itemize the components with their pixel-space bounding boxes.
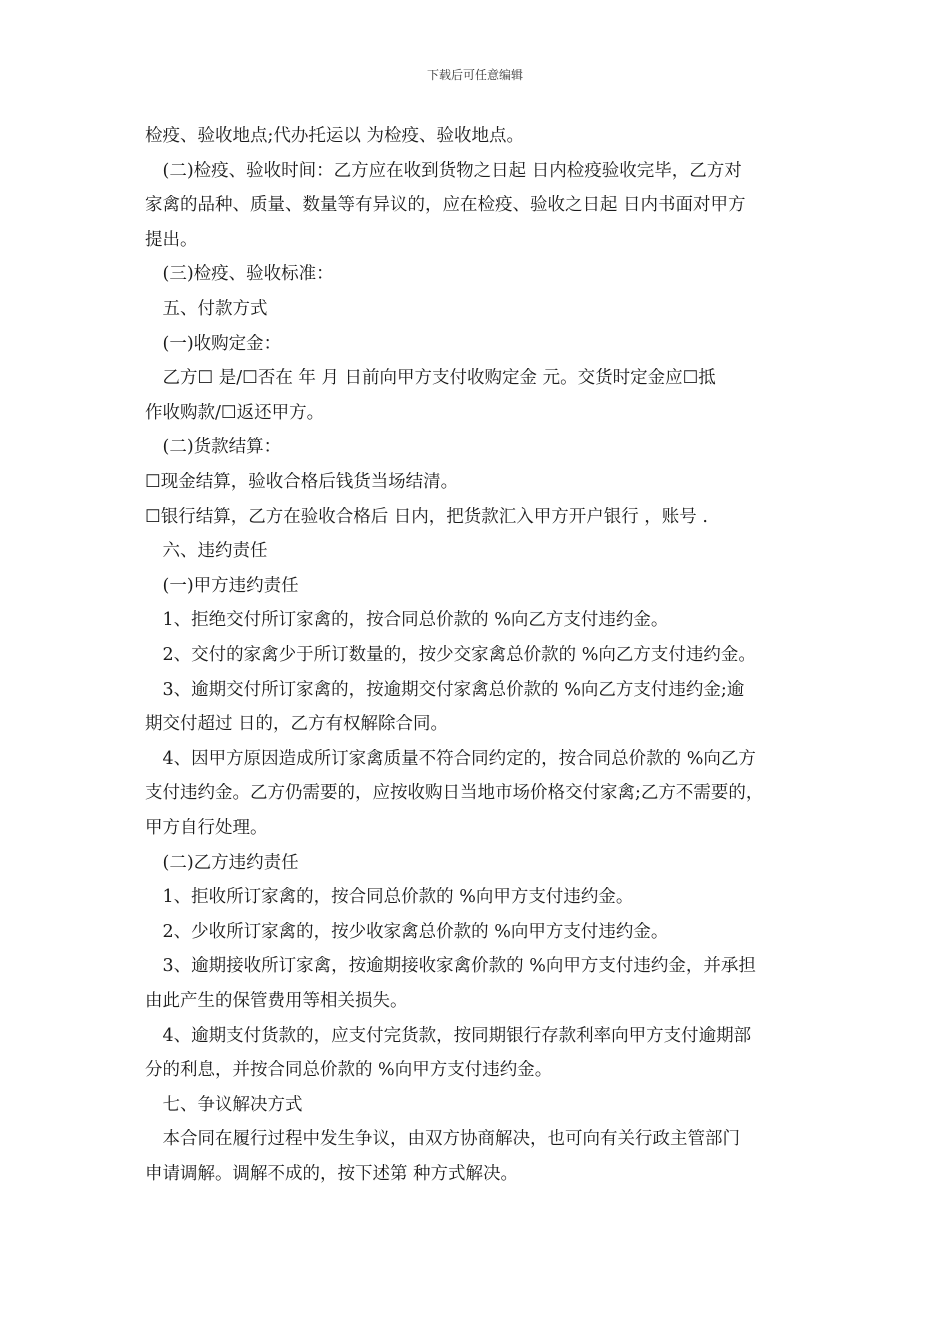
body-line: 1、拒绝交付所订家禽的，按合同总价款的 %向乙方支付违约金。 <box>145 610 669 631</box>
body-line: 作收购款/☐返还甲方。 <box>145 402 325 423</box>
body-line: 分的利息，并按合同总价款的 %向甲方支付违约金。 <box>145 1060 553 1081</box>
body-line: 2、少收所订家禽的，按少收家禽总价款的 %向甲方支付违约金。 <box>145 921 669 942</box>
body-line: 3、逾期交付所订家禽的，按逾期交付家禽总价款的 %向乙方支付违约金;逾 <box>145 679 745 700</box>
body-line: 检疫、验收地点;代办托运以 为检疫、验收地点。 <box>145 126 524 146</box>
body-line: 乙方☐ 是/☐否在 年 月 日前向甲方支付收购定金 元。交货时定金应☐抵 <box>145 368 716 389</box>
body-line: 提出。 <box>145 229 198 250</box>
body-line: 1、拒收所订家禽的，按合同总价款的 %向甲方支付违约金。 <box>145 887 634 908</box>
body-line: 3、逾期接收所订家禽，按逾期接收家禽价款的 %向甲方支付违约金，并承担 <box>145 956 756 977</box>
body-line: 4、逾期支付货款的，应支付完货款，按同期银行存款利率向甲方支付逾期部 <box>145 1025 752 1046</box>
body-line: (三)检疫、验收标准： <box>145 264 334 285</box>
body-line: ☐银行结算，乙方在验收合格后 日内，把货款汇入甲方开户银行 ，账号 . <box>145 506 708 527</box>
body-line: 七、争议解决方式 <box>145 1094 303 1115</box>
body-line: 2、交付的家禽少于所订数量的，按少交家禽总价款的 %向乙方支付违约金。 <box>145 645 756 665</box>
body-line: 期交付超过 日的，乙方有权解除合同。 <box>145 714 449 735</box>
body-line: (二)检疫、验收时间：乙方应在收到货物之日起 日内检疫验收完毕，乙方对 <box>145 160 742 181</box>
body-line: 六、违约责任 <box>145 541 268 562</box>
body-line: 支付违约金。乙方仍需要的，应按收购日当地市场价格交付家禽;乙方不需要的， <box>145 783 764 804</box>
body-line: 五、付款方式 <box>145 299 268 319</box>
page-header: 下载后可任意编辑 <box>426 68 523 82</box>
body-line: ☐现金结算，验收合格后钱货当场结清。 <box>145 472 459 492</box>
body-line: (二)货款结算： <box>145 437 282 458</box>
body-line: 4、因甲方原因造成所订家禽质量不符合同约定的，按合同总价款的 %向乙方 <box>145 748 756 769</box>
body-line: (二)乙方违约责任 <box>145 852 299 873</box>
body-line: 家禽的品种、质量、数量等有异议的，应在检疫、验收之日起 日内书面对甲方 <box>145 195 746 216</box>
body-line: 甲方自行处理。 <box>145 818 268 838</box>
body-line: (一)甲方违约责任 <box>145 575 299 596</box>
body-line: 由此产生的保管费用等相关损失。 <box>145 991 408 1011</box>
body-line: (一)收购定金： <box>145 333 282 354</box>
body-line: 本合同在履行过程中发生争议，由双方协商解决，也可向有关行政主管部门 <box>145 1129 740 1150</box>
body-line: 申请调解。调解不成的，按下述第 种方式解决。 <box>145 1164 519 1184</box>
